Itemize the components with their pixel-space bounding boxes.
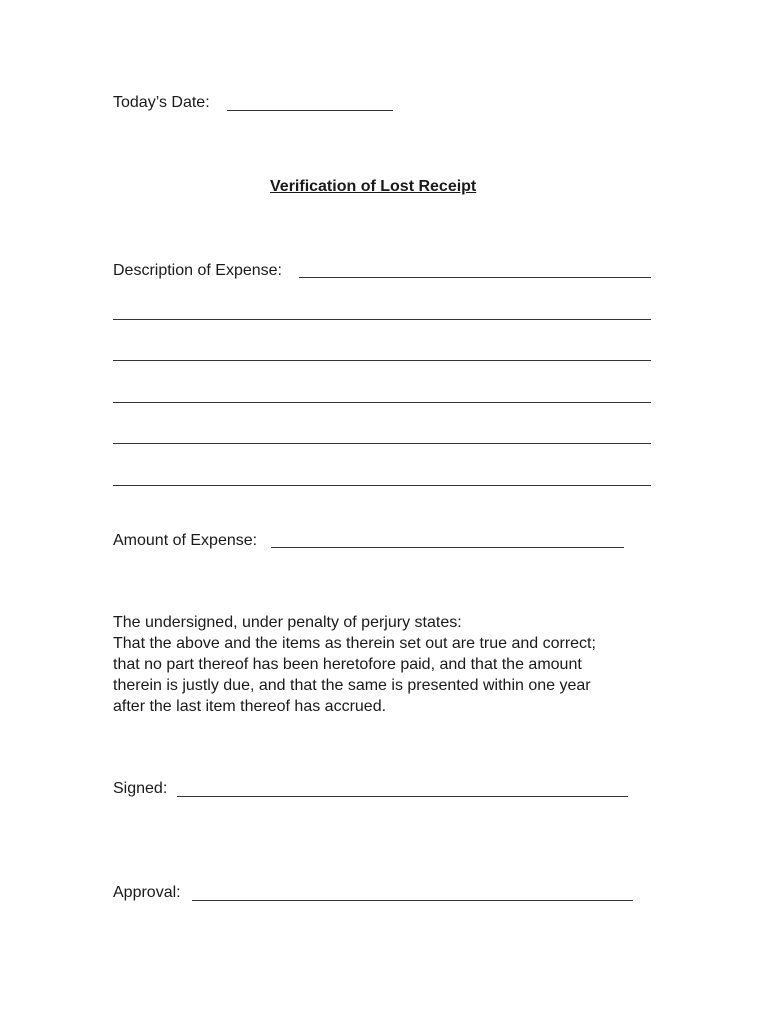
description-field-line-6[interactable] xyxy=(113,485,651,486)
statement-line: The undersigned, under penalty of perjury states: xyxy=(113,614,462,631)
description-field-line-1[interactable] xyxy=(299,277,651,278)
todays-date-label: Today’s Date: xyxy=(113,94,210,111)
description-field-line-3[interactable] xyxy=(113,360,651,361)
statement-line: after the last item thereof has accrued. xyxy=(113,698,387,715)
statement-line: therein is justly due, and that the same is presented within one year xyxy=(113,677,591,694)
perjury-statement xyxy=(113,612,673,717)
page-title: Verification of Lost Receipt xyxy=(270,178,477,195)
amount-field[interactable] xyxy=(271,547,624,548)
statement-line: That the above and the items as therein set out are true and correct; xyxy=(113,635,596,652)
signed-label: Signed: xyxy=(113,780,168,797)
statement-line: that no part thereof has been heretofore paid, and that the amount xyxy=(113,656,582,673)
description-field-line-5[interactable] xyxy=(113,443,651,444)
signature-field[interactable] xyxy=(177,796,628,797)
approval-label: Approval: xyxy=(113,884,181,901)
description-field-line-2[interactable] xyxy=(113,319,651,320)
description-label: Description of Expense: xyxy=(113,262,282,279)
approval-field[interactable] xyxy=(192,900,633,901)
amount-label: Amount of Expense: xyxy=(113,532,258,549)
todays-date-field[interactable] xyxy=(227,110,393,111)
description-field-line-4[interactable] xyxy=(113,402,651,403)
